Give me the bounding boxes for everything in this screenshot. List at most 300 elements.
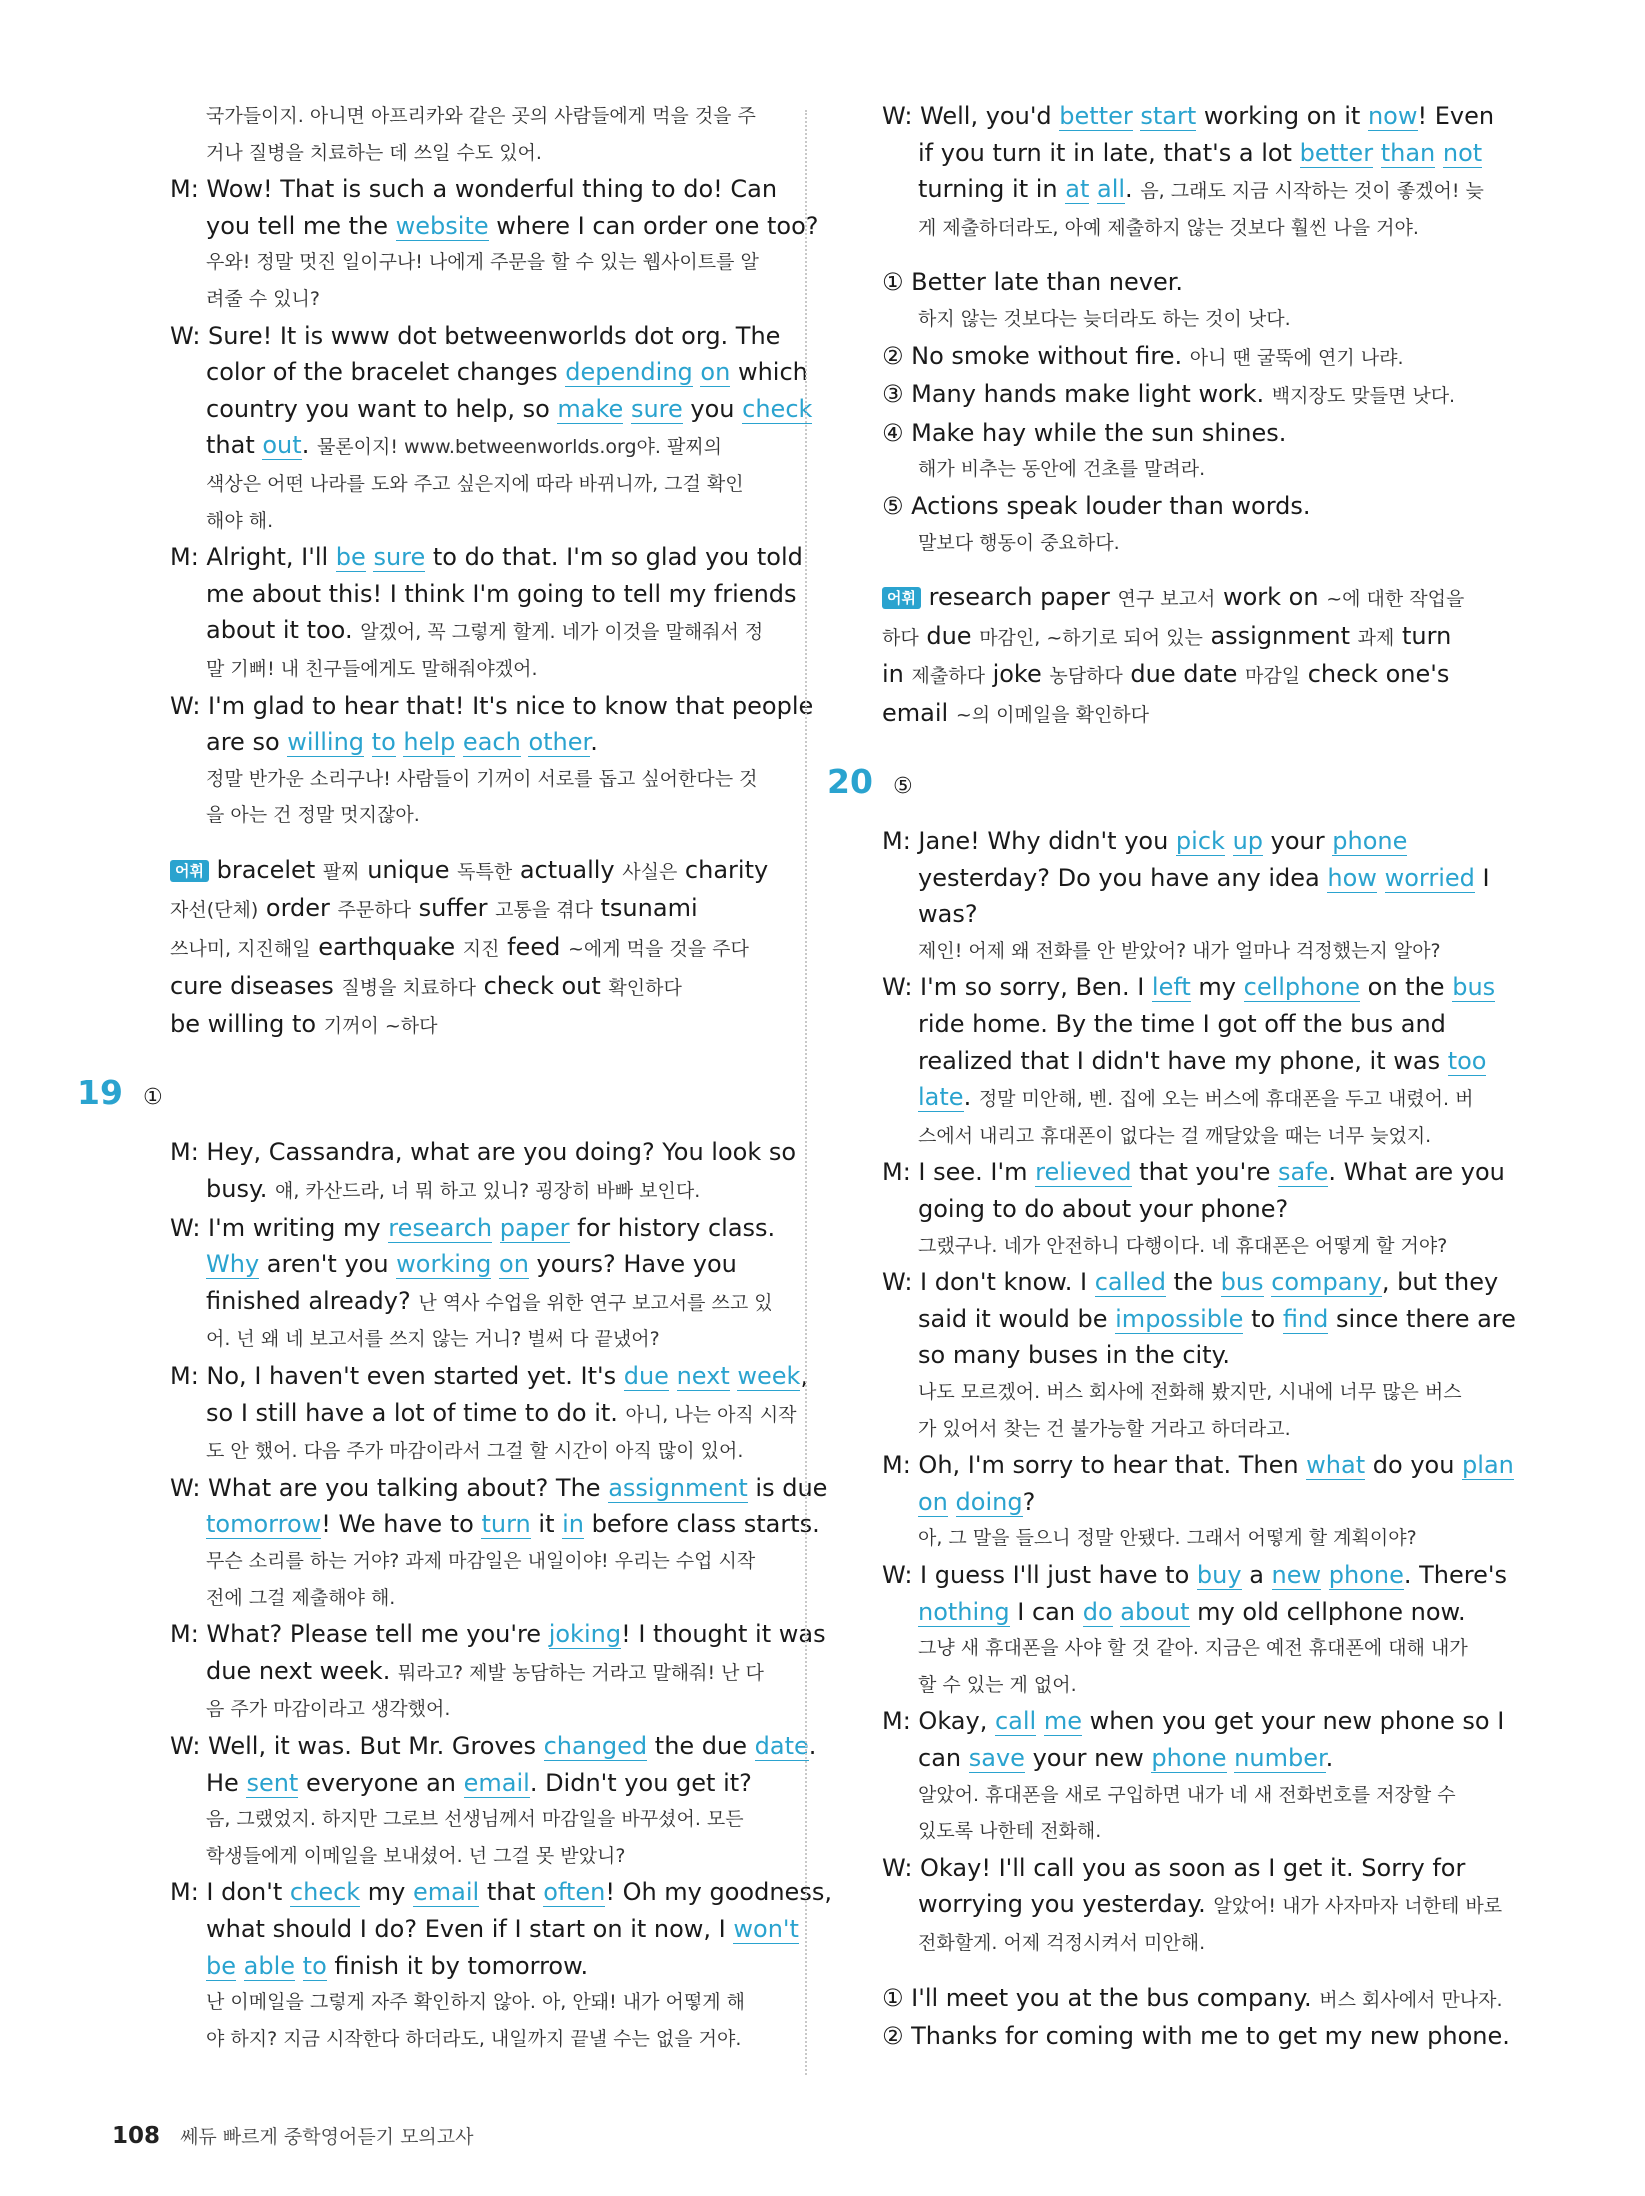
translation-line: 야 하지? 지금 시작한다 하더라도, 내일까지 끝낼 수는 없을 거야. <box>206 2027 742 2050</box>
answer-blank-word: doing <box>955 1487 1023 1516</box>
answer-blank-word: called <box>1094 1268 1166 1297</box>
text-run: ! Even <box>1417 102 1495 130</box>
answer-blank-word: do <box>1082 1597 1113 1626</box>
text-run <box>1373 139 1381 167</box>
right-column <box>827 98 1516 2055</box>
text-run: . <box>808 1731 817 1760</box>
answer-option <box>882 488 1494 525</box>
text-run <box>1227 1744 1235 1772</box>
dialogue-line <box>882 1447 1514 1484</box>
answer-blank-word: nothing <box>918 1597 1010 1626</box>
answer-blank-word: sure <box>373 543 426 572</box>
text-run <box>1435 139 1443 167</box>
text-run: ride home. By the time I got off the bus and <box>918 1010 1446 1039</box>
answer-blank-word: bus <box>1452 973 1496 1002</box>
korean-gloss: 얘, 카산드라, 너 뭐 하고 있니? 굉장히 바빠 보인다. <box>275 1180 701 1203</box>
text-run: said it would be <box>918 1304 1116 1333</box>
text-run: your <box>1263 827 1333 856</box>
korean-gloss: 기꺼이 ~하다 <box>323 1015 438 1038</box>
translation-line: 음, 그랬었지. 하지만 그로브 선생님께서 마감일을 바꾸셨어. 모든 <box>206 1808 744 1831</box>
answer-blank-word: up <box>1232 827 1264 856</box>
text-run: my <box>1190 973 1244 1002</box>
text-run: email <box>882 698 956 727</box>
answer-blank-word: at <box>1065 175 1090 204</box>
answer-blank-word: number <box>1234 1743 1326 1772</box>
answer-blank-word: to <box>371 728 396 757</box>
text-run: tsunami <box>592 894 698 923</box>
text-run: earthquake <box>310 933 463 962</box>
answer-blank-word: date <box>754 1731 809 1760</box>
text-run: . <box>301 431 317 460</box>
answer-blank-word: able <box>243 1951 296 1980</box>
dialogue-line <box>882 135 1494 172</box>
answer-blank-word: to <box>302 1951 327 1980</box>
dialogue-line <box>170 724 780 761</box>
page-footer <box>112 2122 474 2149</box>
dialogue-line <box>170 1728 817 1765</box>
dialogue-line <box>170 1506 820 1543</box>
text-run: due next week. <box>206 1656 398 1685</box>
text-run: before class starts. <box>584 1510 820 1539</box>
answer-blank-word: depending <box>565 358 693 387</box>
answer-blank-word: working <box>396 1250 492 1279</box>
text-run: realized that I didn't have my phone, it was <box>918 1046 1448 1075</box>
korean-gloss: 농담하다 <box>1049 665 1123 688</box>
translation-line: 해가 비추는 동안에 건초를 말려라. <box>918 458 1206 481</box>
answer-blank-word: all <box>1097 175 1126 204</box>
text-run: worrying you yesterday. <box>918 1890 1214 1919</box>
translation-line: 음 주가 마감이라고 생각했어. <box>206 1698 451 1721</box>
answer-blank-word: better <box>1059 102 1133 130</box>
dialogue-line <box>882 1154 1505 1191</box>
text-run: W: Well, it was. But Mr. Groves <box>170 1731 544 1760</box>
answer-option <box>882 264 1494 301</box>
answer-blank-word: too <box>1447 1046 1487 1075</box>
text-run: W: I'm writing my <box>170 1213 389 1242</box>
dialogue-line <box>170 576 797 613</box>
dialogue-line <box>882 823 1494 860</box>
answer-blank-word: start <box>1140 102 1197 130</box>
korean-gloss: 아니 땐 굴뚝에 연기 나랴. <box>1189 346 1404 369</box>
text-run: color of the bracelet changes <box>206 358 566 387</box>
dialogue-line <box>170 1006 780 1045</box>
answer-blank-word: bus <box>1220 1268 1264 1297</box>
dialogue-line <box>170 354 808 391</box>
answer-blank-word: better <box>1299 138 1374 167</box>
answer-blank-word: how <box>1327 863 1377 892</box>
text-run: the <box>1165 1268 1221 1297</box>
translation-line: 알았어. 휴대폰을 새로 구입하면 내가 네 새 전화번호를 저장할 수 <box>918 1783 1456 1806</box>
dialogue-line <box>882 656 1494 695</box>
text-run: in <box>882 660 912 689</box>
text-run: do you <box>1365 1451 1463 1480</box>
dialogue-line <box>170 1134 797 1171</box>
text-run: ① I'll meet you at the bus company. <box>882 1983 1320 2012</box>
answer-blank-word: check <box>742 394 813 423</box>
answer-blank-word: paper <box>499 1213 570 1242</box>
text-run: be willing to <box>170 1010 324 1039</box>
text-run <box>669 1362 677 1390</box>
dialogue-line <box>170 968 780 1007</box>
text-run: . <box>963 1083 979 1112</box>
text-run: was? <box>918 900 978 929</box>
dialogue-line <box>882 1886 1503 1925</box>
answer-blank-word: make <box>557 394 624 423</box>
korean-gloss: 고통을 겪다 <box>495 899 593 922</box>
dialogue-line <box>170 1765 780 1802</box>
text-run: work on <box>1215 583 1327 612</box>
text-run: turning it in <box>918 175 1066 204</box>
text-run: my <box>360 1878 414 1907</box>
translation-line: 난 이메일을 그렇게 자주 확인하지 않아. 아, 안돼! 내가 어떻게 해 <box>206 1991 745 2014</box>
dialogue-line <box>882 1557 1507 1594</box>
translation-line: 그냥 새 휴대폰을 사야 할 것 같아. 지금은 예전 휴대폰에 대해 내가 <box>918 1637 1468 1660</box>
text-run: aren't you <box>259 1250 397 1279</box>
dialogue-line <box>170 1653 780 1692</box>
dialogue-line <box>882 969 1494 1006</box>
spacer <box>882 734 1494 764</box>
answer-blank-word: left <box>1151 973 1191 1002</box>
text-run: . <box>590 728 598 757</box>
answer-blank-word: save <box>968 1743 1025 1772</box>
text-run: W: Well, you'd <box>882 102 1060 130</box>
translation-line: 무슨 소리를 하는 거야? 과제 마감일은 내일이야! 우리는 수업 시작 <box>206 1549 756 1572</box>
korean-gloss: 주문하다 <box>337 899 411 922</box>
answer-option <box>882 338 1494 377</box>
text-run: M: I don't <box>170 1878 290 1907</box>
dialogue-line <box>170 208 819 245</box>
translation-line: 학생들에게 이메일을 보내셨어. 넌 그걸 못 받았니? <box>206 1844 626 1867</box>
translation-line: 스에서 내리고 휴대폰이 없다는 걸 깨달았을 때는 너무 늦었지. <box>918 1124 1432 1147</box>
text-run: . There's <box>1403 1560 1507 1589</box>
text-run: working on it <box>1196 102 1368 130</box>
korean-gloss: ~에 대한 작업을 <box>1326 588 1465 611</box>
question-number: 19 <box>77 1072 123 1112</box>
left-column <box>77 98 832 2057</box>
translation-line: 색상은 어떤 나라를 도와 주고 싶은지에 따라 바뀌니까, 그걸 확인 <box>206 472 744 495</box>
dialogue-line <box>170 1358 809 1395</box>
text-run: M: Okay, <box>882 1707 995 1736</box>
text-run: finished already? <box>206 1286 419 1315</box>
text-run: so many buses in the city. <box>918 1341 1230 1370</box>
korean-gloss: 버스 회사에서 만나자. <box>1319 1988 1503 2011</box>
translation-line: 말보다 행동이 중요하다. <box>918 531 1120 554</box>
dialogue-line <box>170 688 814 725</box>
spacer <box>882 1962 1494 1980</box>
answer-blank-word: be <box>206 1951 236 1980</box>
vocab-badge: 어휘 <box>170 860 209 882</box>
answer-blank-word: research <box>388 1213 493 1242</box>
korean-gloss: 과제 <box>1357 626 1395 649</box>
korean-gloss: ~에게 먹을 것을 주다 <box>567 938 749 961</box>
answer-blank-word: sent <box>246 1768 299 1797</box>
text-run: due <box>918 621 980 650</box>
answer-blank-word: call <box>994 1707 1037 1736</box>
dialogue-line <box>170 1874 832 1911</box>
dialogue-line <box>882 579 1494 618</box>
answer-blank-word: phone <box>1332 827 1408 856</box>
translation-line: 해야 해. <box>206 509 274 532</box>
text-run: M: Wow! That is such a wonderful thing to do! Can <box>170 175 778 204</box>
dialogue-line <box>170 852 780 891</box>
text-run: if you turn it in late, that's a lot <box>918 138 1300 167</box>
dialogue-line <box>882 896 1494 933</box>
answer-blank-word: buy <box>1196 1560 1242 1589</box>
dialogue-line <box>170 1283 780 1322</box>
answer-blank-word: in <box>562 1510 584 1539</box>
text-run: . <box>1125 175 1141 204</box>
korean-gloss: 쓰나미, 지진해일 <box>170 938 311 961</box>
korean-gloss: 물론이지! www.betweenworlds.org야. 팔찌의 <box>316 436 723 459</box>
text-run: on the <box>1360 973 1453 1002</box>
answer-blank-word: me <box>1043 1707 1083 1736</box>
dialogue-line <box>882 1594 1494 1631</box>
text-run: my old cellphone now. <box>1189 1597 1466 1626</box>
dialogue-line <box>170 1911 799 1948</box>
text-run: to do that. I'm so glad you told <box>425 543 803 572</box>
answer-option <box>882 415 1494 452</box>
text-run: unique <box>359 855 458 884</box>
answer-blank-word: on <box>700 358 731 387</box>
answer-option <box>882 376 1494 415</box>
text-run: where I can order one too? <box>488 211 819 240</box>
text-run: research paper <box>920 583 1118 612</box>
text-run: bracelet <box>208 855 323 884</box>
text-run: everyone an <box>298 1768 464 1797</box>
question-answer: ① <box>142 1084 163 1110</box>
korean-gloss: 지진 <box>462 938 500 961</box>
korean-gloss: 독특한 <box>457 860 513 883</box>
question-number: 20 <box>827 761 873 801</box>
dialogue-line <box>170 1171 780 1210</box>
dialogue-line <box>170 1395 797 1434</box>
korean-gloss: 사실은 <box>622 860 678 883</box>
answer-blank-word: help <box>403 728 456 757</box>
text-run: a <box>1241 1560 1272 1589</box>
text-run: joke <box>984 660 1050 689</box>
text-run: I can <box>1009 1597 1083 1626</box>
text-run <box>455 728 463 756</box>
answer-blank-word: company <box>1271 1268 1382 1297</box>
question-answer: ⑤ <box>892 773 913 799</box>
text-run: actually <box>512 855 623 884</box>
dialogue-line <box>882 1301 1516 1338</box>
answer-blank-word: now <box>1367 102 1418 130</box>
text-run: order <box>258 894 338 923</box>
text-run: ! Oh my goodness, <box>605 1878 832 1907</box>
answer-blank-word: turn <box>481 1510 531 1539</box>
dialogue-line <box>170 1616 826 1653</box>
text-run: W: I guess I'll just have to <box>882 1560 1197 1589</box>
dialogue-line <box>170 1246 780 1283</box>
dialogue-line <box>170 1210 780 1247</box>
text-run: that you're <box>1131 1158 1278 1187</box>
text-run: charity <box>677 855 769 884</box>
text-run: check out <box>475 971 609 1000</box>
text-run: since there are <box>1328 1304 1516 1333</box>
text-run: , <box>800 1362 809 1390</box>
text-run: ③ Many hands make light work. <box>882 380 1272 409</box>
text-run: W: Okay! I'll call you as soon as I get it. Sorry for <box>882 1853 1466 1882</box>
answer-blank-word: due <box>623 1362 669 1390</box>
text-run: M: No, I haven't even started yet. It's <box>170 1362 624 1390</box>
text-run: suffer <box>410 894 496 923</box>
translation-line: 전화할게. 어제 걱정시켜서 미안해. <box>918 1931 1206 1954</box>
column-divider <box>805 110 807 2075</box>
answer-blank-word: email <box>463 1768 530 1797</box>
answer-blank-word: phone <box>1151 1743 1227 1772</box>
korean-gloss: 난 역사 수업을 위한 연구 보고서를 쓰고 있 <box>418 1291 773 1314</box>
page-number: 108 <box>112 2123 161 2149</box>
text-run <box>1036 1707 1044 1735</box>
dialogue-line <box>170 612 780 651</box>
dialogue-line <box>882 1079 1494 1118</box>
answer-blank-word: each <box>462 728 521 757</box>
dialogue-line <box>882 1484 1494 1521</box>
q19-heading <box>77 1072 780 1117</box>
text-run: , but they <box>1381 1268 1499 1297</box>
answer-blank-word: pick <box>1175 827 1225 856</box>
text-run: can <box>918 1743 969 1772</box>
text-run <box>295 1952 303 1980</box>
answer-blank-word: often <box>543 1878 606 1907</box>
translation-line: 전에 그걸 제출해야 해. <box>206 1586 396 1609</box>
vocab-badge: 어휘 <box>882 587 921 609</box>
text-run <box>236 1952 244 1980</box>
text-run: due date <box>1122 660 1245 689</box>
dialogue-line <box>170 890 780 929</box>
text-run: me about this! I think I'm going to tell my friends <box>206 579 797 608</box>
answer-option <box>882 2018 1510 2055</box>
dialogue-line <box>170 539 803 576</box>
text-run: ! I thought it was <box>621 1620 826 1649</box>
dialogue-line <box>882 1703 1505 1740</box>
text-run: which <box>730 358 808 387</box>
answer-blank-word: next <box>676 1362 730 1390</box>
dialogue-line <box>882 1191 1494 1228</box>
text-run: yours? Have you <box>528 1250 737 1279</box>
answer-blank-word: late <box>918 1083 964 1112</box>
korean-gloss: 알았어! 내가 사자마자 너한테 바로 <box>1213 1895 1503 1918</box>
text-run: going to do about your phone? <box>918 1195 1289 1224</box>
dialogue-line <box>882 1337 1494 1374</box>
text-run: ② No smoke without fire. <box>882 341 1190 370</box>
text-run <box>623 395 631 423</box>
korean-gloss: 질병을 치료하다 <box>341 976 476 999</box>
dialogue-line <box>882 1043 1494 1080</box>
answer-blank-word: phone <box>1328 1560 1404 1589</box>
text-run: country you want to help, so <box>206 394 558 423</box>
translation-line: 국가들이지. 아니면 아프리카와 같은 곳의 사람들에게 먹을 것을 주 <box>206 105 756 127</box>
answer-blank-word: joking <box>548 1620 622 1649</box>
answer-blank-word: on <box>918 1487 948 1516</box>
answer-blank-word: worried <box>1384 863 1475 892</box>
dialogue-line <box>882 1850 1494 1887</box>
text-run: W: I don't know. I <box>882 1268 1095 1297</box>
text-run: M: What? Please tell me you're <box>170 1620 549 1649</box>
text-run: feed <box>499 933 568 962</box>
korean-gloss: ~의 이메일을 확인하다 <box>955 703 1150 726</box>
translation-line: 가 있어서 찾는 건 불가능할 거라고 하더라고. <box>918 1417 1291 1440</box>
text-run: the due <box>647 1731 755 1760</box>
text-run: about it too. <box>206 616 361 645</box>
translation-line: 우와! 정말 멋진 일이구나! 나에게 주문을 할 수 있는 웹사이트를 알 <box>206 251 759 274</box>
text-run: ⑤ Actions speak louder than words. <box>882 491 1311 520</box>
answer-blank-word: changed <box>543 1731 648 1760</box>
answer-blank-word: Why <box>206 1250 260 1279</box>
korean-gloss: 마감인, ~하기로 되어 있는 <box>979 626 1203 649</box>
answer-blank-word: other <box>528 728 591 757</box>
text-run: is due <box>747 1473 828 1502</box>
text-run: so I still have a lot of time to do it. <box>206 1398 626 1427</box>
text-run <box>364 728 372 756</box>
answer-blank-word: plan <box>1462 1451 1514 1480</box>
answer-blank-word: tomorrow <box>206 1510 322 1539</box>
text-run: M: Alright, I'll <box>170 543 336 572</box>
dialogue-line <box>170 171 780 208</box>
text-run: when you get your new phone so I <box>1082 1707 1505 1736</box>
dialogue-line <box>170 391 813 428</box>
answer-blank-word: find <box>1282 1304 1329 1333</box>
answer-blank-word: impossible <box>1115 1304 1244 1333</box>
spacer <box>882 805 1494 823</box>
korean-gloss: 자선(단체) <box>170 899 259 922</box>
text-run: ④ Make hay while the sun shines. <box>882 418 1287 447</box>
dialogue-line <box>170 427 780 466</box>
dialogue-line <box>882 98 1494 135</box>
answer-blank-word: not <box>1442 138 1483 167</box>
spacer <box>170 834 780 852</box>
text-run <box>491 1250 499 1278</box>
korean-gloss: 음, 그래도 지금 시작하는 것이 좋겠어! 늦 <box>1140 180 1484 203</box>
text-run: are so <box>206 728 288 757</box>
dialogue-line <box>882 695 1494 734</box>
dialogue-line <box>882 860 1494 897</box>
answer-blank-word: email <box>413 1878 480 1907</box>
dialogue-line <box>882 618 1494 657</box>
dialogue-line <box>882 1264 1499 1301</box>
text-run: He <box>206 1768 247 1797</box>
korean-gloss: 백지장도 맞들면 낫다. <box>1271 385 1456 408</box>
translation-line: 려줄 수 있니? <box>206 287 320 310</box>
text-run <box>1377 864 1385 892</box>
text-run: finish it by tomorrow. <box>326 1951 589 1980</box>
answer-blank-word: what <box>1306 1451 1366 1480</box>
text-run: that <box>206 431 263 460</box>
text-run: ① Better late than never. <box>882 268 1184 297</box>
korean-gloss: 제출하다 <box>911 665 985 688</box>
translation-line: 하지 않는 것보다는 늦더라도 하는 것이 낫다. <box>918 307 1291 330</box>
text-run: W: I'm so sorry, Ben. I <box>882 973 1152 1002</box>
text-run: check one's <box>1300 660 1450 689</box>
answer-blank-word: assignment <box>608 1473 748 1502</box>
text-run: M: I see. I'm <box>882 1158 1036 1187</box>
text-run: turn <box>1394 621 1452 650</box>
answer-blank-word: website <box>395 211 489 240</box>
translation-line: 아, 그 말을 들으니 정말 안됐다. 그래서 어떻게 할 계획이야? <box>918 1527 1417 1550</box>
translation-line: 게 제출하더라도, 아예 제출하지 않는 것보다 훨씬 나을 거야. <box>918 216 1419 239</box>
dialogue-line <box>170 929 780 968</box>
text-run: you <box>682 394 743 423</box>
translation-line: 도 안 했어. 다음 주가 마감이라서 그걸 할 시간이 아직 많이 있어. <box>206 1440 744 1463</box>
answer-blank-word: about <box>1120 1597 1190 1626</box>
answer-blank-word: willing <box>287 728 365 757</box>
text-run: ? <box>1022 1487 1036 1516</box>
text-run: W: What are you talking about? The <box>170 1473 609 1502</box>
korean-gloss: 뭐라고? 제발 농담하는 거라고 말해줘! 난 다 <box>397 1661 764 1684</box>
text-run: ② Thanks for coming with me to get my new phone. <box>882 2022 1510 2051</box>
spacer <box>882 561 1494 579</box>
